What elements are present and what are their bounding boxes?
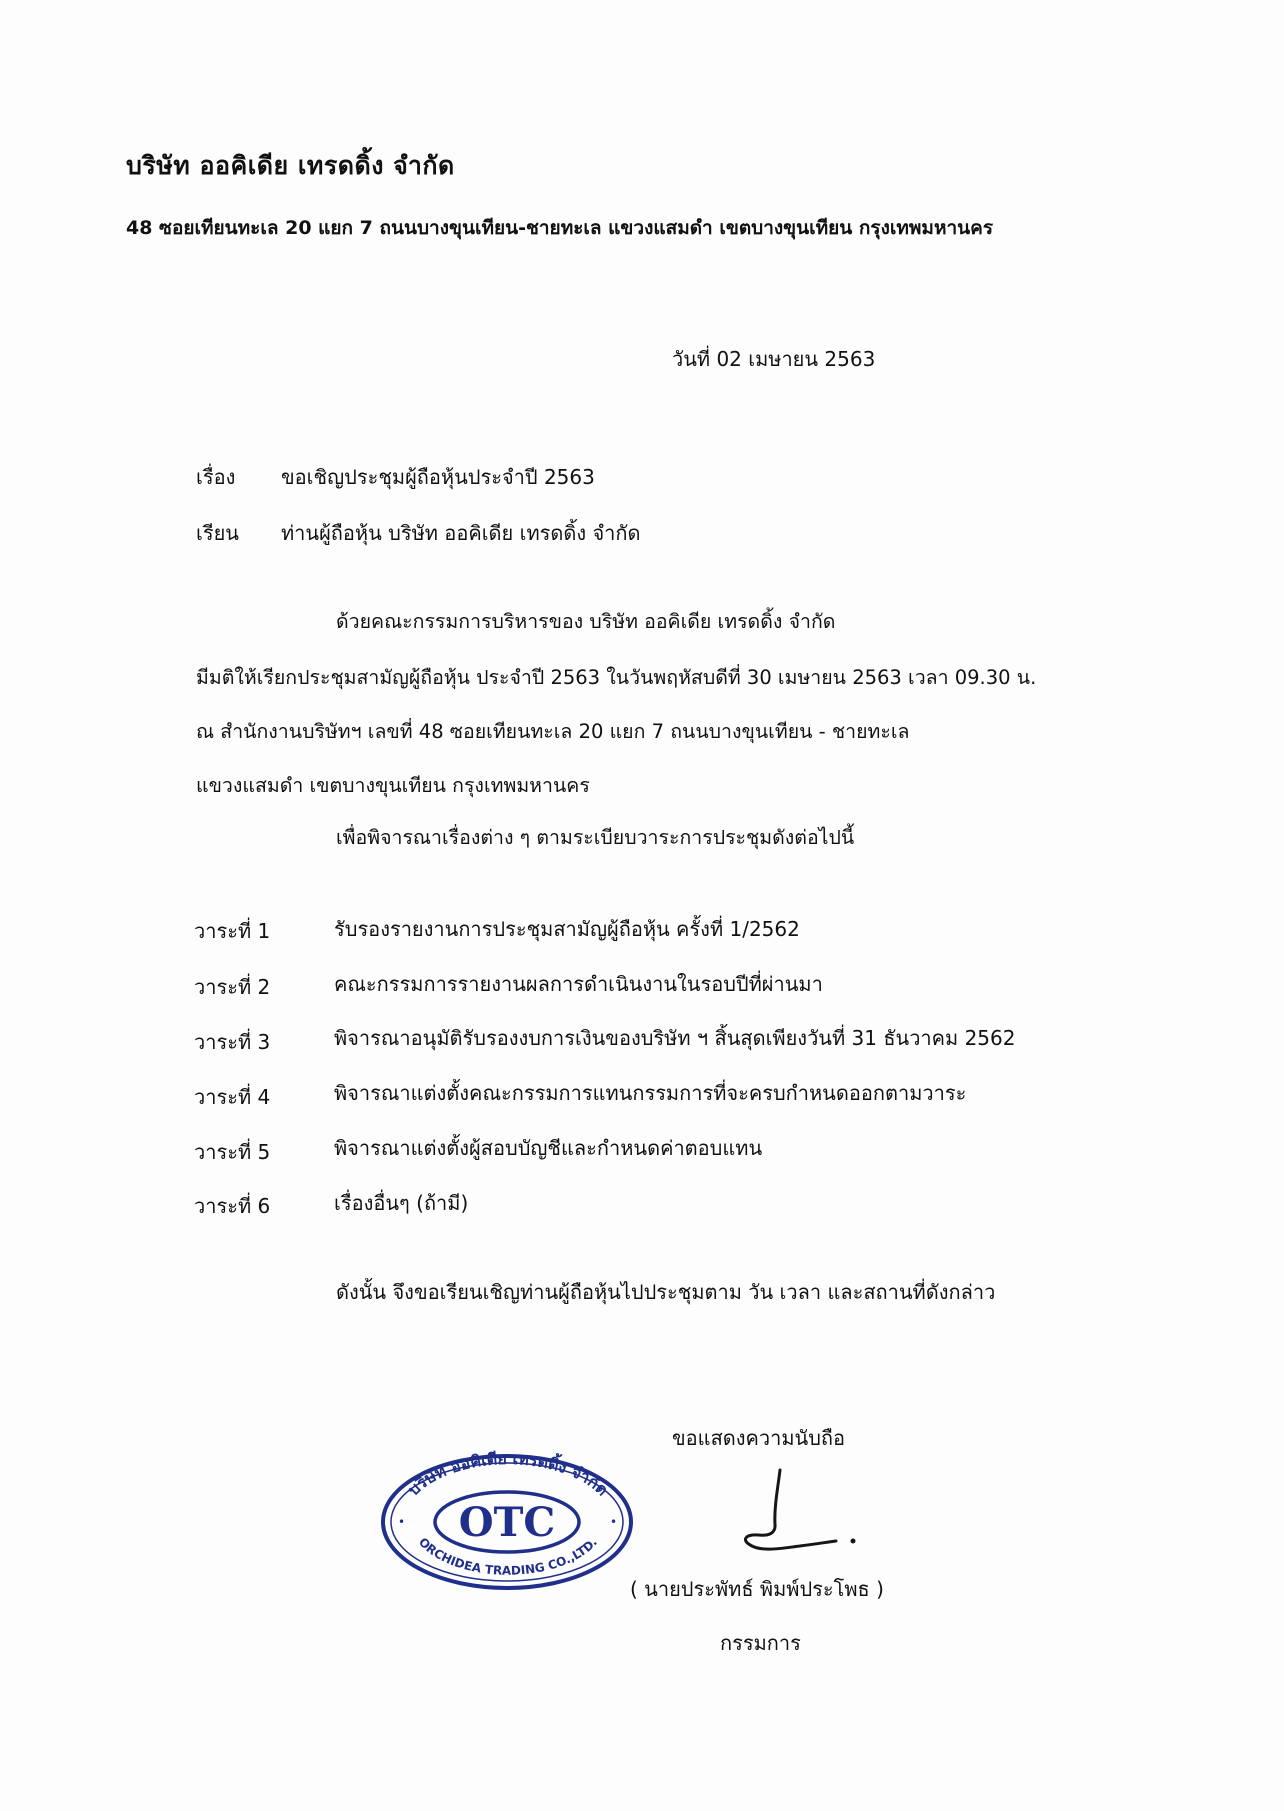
agenda-item-text: รับรองรายงานการประชุมสามัญผู้ถือหุ้น ครั้งที่ 1/2562	[334, 917, 800, 941]
subject-label: เรื่อง	[196, 465, 236, 489]
recipient-label: เรียน	[196, 521, 239, 545]
body-paragraph-line: เพื่อพิจารณาเรื่องต่าง ๆ ตามระเบียบวาระการประชุมดังต่อไปนี้	[336, 826, 855, 849]
company-address: 48 ซอยเทียนทะเล 20 แยก 7 ถนนบางขุนเทียน-ชายทะเล แขวงแสมดำ เขตบางขุนเทียน กรุงเทพมหานคร	[126, 217, 994, 239]
subject-value: ขอเชิญประชุมผู้ถือหุ้นประจำปี 2563	[281, 465, 595, 489]
signer-title: กรรมการ	[720, 1631, 801, 1655]
signer-name: ( นายประพัทธ์ พิมพ์ประโพธ )	[630, 1577, 884, 1601]
agenda-item-text: พิจารณาแต่งตั้งคณะกรรมการแทนกรรมการที่จะครบกำหนดออกตามวาระ	[334, 1081, 967, 1105]
body-paragraph-line: ณ สำนักงานบริษัทฯ เลขที่ 48 ซอยเทียนทะเล 20 แยก 7 ถนนบางขุนเทียน - ชายทะเล	[196, 720, 910, 743]
agenda-item-label: วาระที่ 1	[194, 919, 271, 943]
body-paragraph-line: มีมติให้เรียกประชุมสามัญผู้ถือหุ้น ประจำปี 2563 ในวันพฤหัสบดีที่ 30 เมษายน 2563 เวลา 09.30 น.	[196, 666, 1037, 689]
agenda-item-text: พิจารณาแต่งตั้งผู้สอบบัญชีและกำหนดค่าตอบแทน	[334, 1136, 763, 1160]
regards-text: ขอแสดงความนับถือ	[672, 1426, 846, 1450]
company-name: บริษัท ออคิเดีย เทรดดิ้ง จำกัด	[126, 151, 455, 180]
company-seal-stamp	[380, 1444, 634, 1594]
agenda-item-label: วาระที่ 4	[194, 1085, 271, 1109]
stamp-bottom-text: ORCHIDEA TRADING CO.,LTD.	[415, 1534, 600, 1578]
body-paragraph-line: แขวงแสมดำ เขตบางขุนเทียน กรุงเทพมหานคร	[196, 774, 590, 797]
closing-paragraph: ดังนั้น จึงขอเรียนเชิญท่านผู้ถือหุ้นไปประชุมตาม วัน เวลา และสถานที่ดังกล่าว	[336, 1280, 996, 1304]
agenda-item-label: วาระที่ 6	[194, 1194, 271, 1218]
letter-date: วันที่ 02 เมษายน 2563	[672, 347, 876, 371]
agenda-item-text: พิจารณาอนุมัติรับรองงบการเงินของบริษัท ฯ สิ้นสุดเพียงวันที่ 31 ธันวาคม 2562	[334, 1026, 1016, 1050]
handwritten-signature	[728, 1462, 868, 1562]
agenda-item-text: เรื่องอื่นๆ (ถ้ามี)	[334, 1191, 469, 1215]
recipient-value: ท่านผู้ถือหุ้น บริษัท ออคิเดีย เทรดดิ้ง จำกัด	[281, 521, 641, 545]
agenda-item-label: วาระที่ 5	[194, 1140, 271, 1164]
svg-text:•: •	[610, 1515, 618, 1529]
stamp-center-text: OTC	[458, 1499, 556, 1546]
agenda-item-label: วาระที่ 3	[194, 1030, 271, 1054]
agenda-item-label: วาระที่ 2	[194, 975, 271, 999]
body-paragraph-line: ด้วยคณะกรรมการบริหารของ บริษัท ออคิเดีย เทรดดิ้ง จำกัด	[336, 610, 836, 633]
stamp-top-text: บริษัท ออคิเดีย เทรดดิ้ง จำกัด	[403, 1448, 613, 1500]
svg-text:•: •	[398, 1515, 406, 1529]
agenda-item-text: คณะกรรมการรายงานผลการดำเนินงานในรอบปีที่ผ่านมา	[334, 972, 823, 996]
